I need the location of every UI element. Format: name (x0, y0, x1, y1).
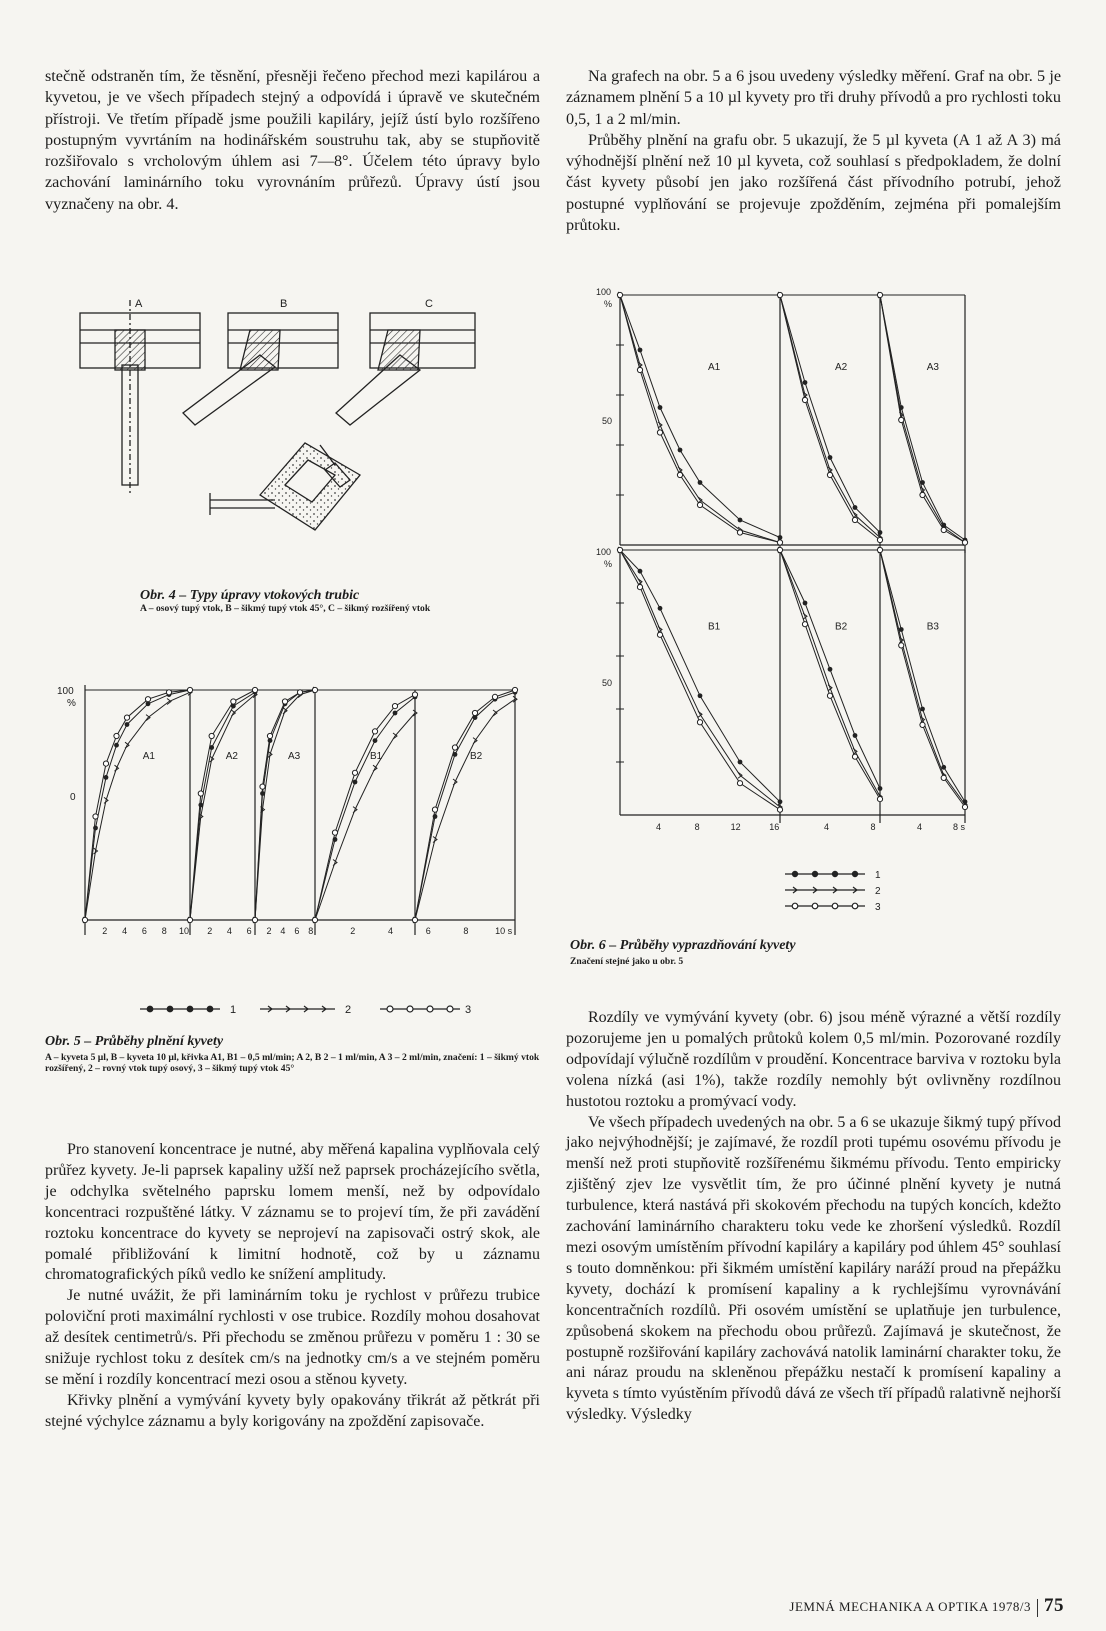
fig6-panel-a3 (877, 292, 967, 546)
fig5-title: Obr. 5 – Průběhy plnění kyvety (45, 1034, 224, 1049)
fig4-label-a: A (135, 298, 143, 310)
fig6-a2-s3-point-4 (877, 537, 882, 542)
fig5-a1-s3-point-4 (124, 715, 129, 720)
fig6-b3-s1-point-2 (920, 707, 925, 712)
fig5-panel-label-a2: A2 (225, 751, 238, 762)
fig5-xtick-0-4: 10 (179, 926, 190, 936)
right-bottom-text (566, 1008, 1061, 1426)
fig5-a1-s3-point-2 (103, 761, 108, 766)
fig6-a3-s3-point-0 (877, 292, 882, 297)
fig5-xtick-2-2: 6 (294, 926, 300, 936)
fig6-b2-s1-point-1 (803, 601, 808, 606)
fig6-b1-s1-point-2 (658, 606, 663, 611)
fig6-b3-s3-point-2 (920, 722, 925, 727)
fig5-b2-series-2-line (415, 699, 515, 920)
fig6-b1-s3-point-5 (777, 807, 782, 812)
fig6-ylabel-bottom: % (604, 559, 613, 569)
fig5-xtick-1-0: 2 (207, 926, 213, 936)
fig5-panel-b2 (412, 687, 517, 923)
right-top-text: Na grafech na obr. 5 a 6 jsou uvedeny výsledky měření. Graf na obr. 5 je záznamem plnění 5 a 10 µl kyvety pro tři druhy přívodů a pro rychlosti toku 0,5, 1 a 2 ml/min. Průběhy plnění na grafu obr. 5 ukazují, že 5 µl kyveta (A 1 až A 3) má výhodnější plnění než 10 µl kyveta, což souhlasí s předpokladem, že dolní část kyvety působí jen jako rozšířená část přívodního potrubí, jehož postupné vyplňování se projevuje zpožděním, zejména při pomalejším průtoku. (566, 67, 1061, 235)
fig6-ytick-100-top: 100 (596, 287, 612, 297)
fig5-xtick-1-1: 4 (226, 926, 232, 936)
fig6-b1-series-3-line (620, 550, 780, 810)
fig6-xtick-0-1: 8 (694, 822, 700, 832)
fig6-b1-s3-point-3 (697, 720, 702, 725)
fig6-ytick-100-bottom: 100 (596, 547, 612, 557)
fig6-chart (596, 287, 1020, 855)
fig6-a1-s3-point-5 (737, 530, 742, 535)
fig6-b2-s3-point-1 (802, 622, 807, 627)
fig6-legend-2: 2 (875, 886, 881, 897)
journal-name: JEMNÁ MECHANIKA A OPTIKA 1978/3 (789, 1599, 1031, 1614)
fig6-panel-label-a3: A3 (926, 362, 939, 373)
fig5-a3-s3-point-5 (312, 687, 317, 692)
fig5-a3-s3-point-2 (267, 733, 272, 738)
fig5-a3-series-2-line (255, 690, 315, 920)
fig6-b3-series-3-line (880, 550, 965, 807)
fig6-panel-label-b2: B2 (835, 621, 848, 633)
fig4-drawing (60, 295, 550, 585)
fig5-a1-s3-point-5 (145, 697, 150, 702)
fig6-ytick-50-top: 50 (602, 416, 613, 426)
page-number: 75 (1044, 1595, 1064, 1616)
left-bottom-text (45, 1140, 540, 1433)
fig6-xtick-0-0: 4 (656, 822, 662, 832)
fig5-a2-series-3-line (190, 690, 255, 920)
fig5-xtick-1-2: 6 (246, 926, 252, 936)
fig6-b1-s3-point-1 (637, 585, 642, 590)
fig6-b2-s1-point-4 (878, 786, 883, 791)
fig5-a1-s3-point-7 (187, 687, 192, 692)
fig6-panel-label-b1: B1 (708, 621, 721, 633)
fig5-b1-s1-point-4 (393, 711, 398, 716)
fig6-a3-s3-point-4 (962, 540, 967, 545)
fig5-xtick-3-2: 6 (425, 926, 431, 936)
fig6-a2-s3-point-0 (777, 292, 782, 297)
fig6-a1-s3-point-0 (617, 292, 622, 297)
fig6-a3-s3-point-2 (920, 492, 925, 497)
fig5-b1-s1-point-2 (353, 780, 358, 785)
fig5-xtick-2-0: 2 (266, 926, 272, 936)
fig6-b3-s3-point-3 (941, 775, 946, 780)
fig6-xtick-1-0: 4 (824, 822, 830, 832)
page-footer (789, 1595, 1064, 1617)
fig5-xtick-3-4: 10 s (495, 926, 513, 936)
fig5-a1-s3-point-3 (114, 733, 119, 738)
fig6-xtick-2-0: 4 (917, 822, 923, 832)
fig6-a1-s3-point-2 (657, 430, 662, 435)
fig6-a3-s3-point-1 (899, 417, 904, 422)
fig5-b1-s3-point-1 (332, 830, 337, 835)
fig4-title: Obr. 4 – Typy úpravy vtokových trubic (140, 588, 360, 603)
fig5-panel-label-b2: B2 (470, 751, 483, 762)
fig5-xtick-0-0: 2 (102, 926, 108, 936)
fig6-panel-label-a2: A2 (835, 362, 848, 373)
fig5-chart (45, 670, 535, 970)
fig5-xtick-3-1: 4 (387, 926, 393, 936)
fig6-title: Obr. 6 – Průběhy vyprazdňování kyvety (570, 938, 796, 953)
fig6-b3-s3-point-1 (899, 643, 904, 648)
fig6-a3-series-3-line (880, 295, 965, 543)
fig6-panel-label-a1: A1 (708, 362, 721, 373)
fig6-ylabel-top: % (604, 299, 613, 309)
fig5-a3-s3-point-1 (260, 784, 265, 789)
fig5-a3-s3-point-0 (252, 917, 257, 922)
fig5-panel-label-a3: A3 (288, 751, 301, 762)
fig6-a1-s3-point-6 (777, 540, 782, 545)
fig5-xtick-0-3: 8 (161, 926, 167, 936)
fig4-desc: A – osový tupý vtok, B – šikmý tupý vtok 45°, C – šikmý rozšířený vtok (140, 603, 431, 614)
fig5-legend-1: 1 (230, 1004, 237, 1016)
fig5-b2-s3-point-2 (452, 745, 457, 750)
fig5-desc: A – kyveta 5 µl, B – kyveta 10 µl, křivka A1, B1 – 0,5 ml/min; A 2, B 2 – 1 ml/min, A 3 – 2 ml/min, značení: 1 – šikmý vtok rozšířený, 2 – rovný vtok tupý osový, 3 – šikmý tupý vtok 45° (45, 1052, 540, 1074)
fig6-b1-series-1-line (620, 550, 780, 802)
fig5-a2-s3-point-4 (252, 687, 257, 692)
fig5-panel-a3 (252, 687, 317, 923)
fig5-panel-b1 (312, 692, 417, 923)
fig5-a3-series-1-line (255, 690, 315, 920)
fig5-legend-2: 2 (345, 1004, 352, 1016)
fig5-xtick-0-1: 4 (122, 926, 128, 936)
fig5-a1-s3-point-0 (82, 917, 87, 922)
fig6-a2-s1-point-3 (853, 505, 858, 510)
fig6-panel-a2 (777, 292, 882, 543)
fig6-xtick-0-2: 12 (730, 822, 741, 832)
fig6-a2-s1-point-1 (803, 380, 808, 385)
fig6-a2-s3-point-1 (802, 397, 807, 402)
fig5-b1-series-3-line (315, 695, 415, 920)
fig6-b1-series-2-line (620, 550, 780, 807)
fig5-ytick-0: 0 (70, 792, 76, 803)
fig6-b2-series-3-line (780, 550, 880, 799)
fig6-b3-s1-point-3 (941, 765, 946, 770)
fig6-b3-s3-point-4 (962, 804, 967, 809)
fig6-b3-series-1-line (880, 550, 965, 802)
left-bottom-p3: Křivky plnění a vymývání kyvety byly opakovány třikrát až pětkrát při stejné výchylce záznamu a byly korigovány na zpoždění zapisovače. (45, 1391, 540, 1430)
fig6-panel-b3 (877, 547, 967, 810)
fig5-xtick-3-0: 2 (350, 926, 356, 936)
fig5-a1-s3-point-6 (166, 690, 171, 695)
fig5-b2-s3-point-1 (432, 807, 437, 812)
fig6-panel-label-b3: B3 (926, 621, 939, 633)
fig5-b2-s3-point-3 (472, 710, 477, 715)
fig5-a1-s1-point-3 (114, 743, 119, 748)
fig5-b2-s3-point-4 (492, 694, 497, 699)
right-bottom-p1: Rozdíly ve vymývání kyvety (obr. 6) jsou méně výrazné a větší rozdíly pozorujeme jen u pomalých průtoků kolem 0,5 ml/min. Pozorované rozdíly odpovídají výlučně rozdílům v proudění. Koncentrace barviva v roztoku byla volena nízká (asi 1%), takže rozdíly nemohly být ovlivněny rozdílnou hustotou roztoku a promývací vody. (566, 1009, 1061, 1110)
fig5-b1-s3-point-3 (372, 729, 377, 734)
fig6-b2-s3-point-2 (827, 693, 832, 698)
fig5-a1-series-1-line (85, 690, 190, 920)
fig6-b1-s3-point-4 (737, 781, 742, 786)
fig6-b1-s1-point-4 (738, 760, 743, 765)
fig6-a1-s3-point-4 (697, 502, 702, 507)
fig6-legend-1: 1 (875, 870, 881, 881)
fig5-b1-s3-point-0 (312, 917, 317, 922)
fig5-legend (140, 1000, 480, 1020)
left-bottom-p2: Je nutné uvážit, že při laminárním toku je rychlost v průřezu trubice poloviční proti maximální rychlosti v ose trubice. Rozdíly mohou dosahovat až desítek centimetrů/s. Při přechodu se změnou průřezu v poměru 1 : 30 se snižuje rychlost toku z desítek cm/s na jednotky cm/s a ve stejném poměru se mění i rozdíly koncentrací mezi osou a stěnou kyvety. (45, 1287, 540, 1388)
fig6-b2-s1-point-2 (828, 667, 833, 672)
fig5-xtick-3-3: 8 (463, 926, 469, 936)
fig5-panel-label-a1: A1 (142, 751, 155, 762)
fig6-b2-s3-point-4 (877, 797, 882, 802)
fig5-panel-a2 (187, 687, 257, 923)
fig6-panel-a1 (617, 292, 782, 546)
fig6-a1-s1-point-1 (638, 348, 643, 353)
fig6-a2-series-2-line (780, 295, 880, 538)
left-bottom-p1: Pro stanovení koncentrace je nutné, aby měřená kapalina vyplňovala celý průřez kyvety. Je-li paprsek kapaliny užší než paprsek procházejícího světla, je odchylka světelného paprsku lomem menší, než by odpovídalo koncentraci rozpuštěné látky. V záznamu se to projeví tím, že při zavádění roztoku koncentrace do kyvety se neprojeví na zapisovači ostrý skok, ale pomalé přibližování k limitní hodnotě, což by u záznamu chromatografických píků vedlo ke snížení amplitudy. (45, 1141, 540, 1284)
fig5-b1-s3-point-2 (352, 770, 357, 775)
fig5-b2-series-3-line (415, 690, 515, 920)
fig4-label-b: B (280, 298, 288, 310)
fig5-a3-s3-point-3 (282, 699, 287, 704)
fig6-a3-series-2-line (880, 295, 965, 543)
fig6-panel-b1 (617, 547, 782, 812)
fig5-a2-s3-point-1 (198, 791, 203, 796)
fig6-xtick-1-1: 8 (870, 822, 876, 832)
fig5-a3-series-3-line (255, 690, 315, 920)
fig6-b2-s1-point-3 (853, 733, 858, 738)
fig5-legend-3: 3 (465, 1004, 472, 1016)
fig6-b2-series-2-line (780, 550, 880, 796)
fig6-b1-s1-point-5 (778, 799, 783, 804)
fig6-a1-s1-point-5 (738, 518, 743, 523)
fig6-b3-s3-point-0 (877, 547, 882, 552)
fig5-b2-series-1-line (415, 692, 515, 920)
fig6-b2-s3-point-3 (852, 754, 857, 759)
fig5-ylabel: % (67, 698, 76, 709)
fig5-b1-series-2-line (315, 713, 415, 920)
fig5-b1-s3-point-4 (392, 704, 397, 709)
fig6-a1-s3-point-3 (677, 472, 682, 477)
fig6-xtick-0-3: 16 (769, 822, 780, 832)
fig5-a2-s3-point-3 (231, 699, 236, 704)
fig6-b2-s3-point-0 (777, 547, 782, 552)
fig5-b1-s3-point-5 (412, 692, 417, 697)
fig6-b1-s3-point-2 (657, 632, 662, 637)
fig6-a2-series-3-line (780, 295, 880, 540)
fig6-b1-s3-point-0 (617, 547, 622, 552)
fig6-a2-series-1-line (780, 295, 880, 533)
fig5-a1-s1-point-4 (125, 722, 130, 727)
fig5-caption (45, 1034, 540, 1074)
fig5-a2-s3-point-2 (209, 733, 214, 738)
fig5-b1-s1-point-3 (373, 738, 378, 743)
fig6-panel-b2 (777, 547, 882, 802)
fig6-b1-s1-point-1 (638, 569, 643, 574)
fig6-a2-s3-point-2 (827, 472, 832, 477)
fig5-a1-series-2-line (85, 692, 190, 920)
fig5-xtick-2-3: 8 (308, 926, 314, 936)
fig6-a3-s3-point-3 (941, 527, 946, 532)
fig5-xtick-2-1: 4 (280, 926, 286, 936)
fig6-a1-s1-point-4 (698, 480, 703, 485)
fig5-b2-s3-point-5 (512, 687, 517, 692)
fig6-desc: Značení stejné jako u obr. 5 (570, 956, 684, 967)
fig6-xtick-2-1: 8 s (953, 822, 966, 832)
fig5-panel-a1 (82, 687, 192, 923)
fig5-a2-s3-point-0 (187, 917, 192, 922)
fig6-a1-s1-point-3 (678, 448, 683, 453)
fig6-a2-s3-point-3 (852, 517, 857, 522)
fig5-ytick-100: 100 (57, 686, 74, 697)
fig6-b1-s1-point-3 (698, 693, 703, 698)
left-top-text: stečně odstraněn tím, že těsnění, přesněji řečeno přechod mezi kapilárou a kyvetou, je ve všech případech stejný a odpovídá i úpravě ve skutečném přístroji. Ve třetím případě jsme použili kapiláry, jejíž ústí bylo rozšířeno postupným vyvrtáním na hodinářském soustruhu tak, aby se stupňovitě rozšiřovalo s vrcholovým úhlem asi 7—8°. Účelem této úpravy bylo zachování laminárního toku vyrovnáním průřezů. Úpravy ústí jsou vyznačeny na obr. 4. (45, 67, 540, 213)
fig6-ytick-50-bottom: 50 (602, 678, 613, 688)
fig4-caption (140, 588, 550, 614)
fig6-legend-3: 3 (875, 902, 881, 913)
fig6-legend (785, 868, 895, 918)
fig5-b2-s3-point-0 (412, 917, 417, 922)
fig6-caption (570, 938, 1020, 967)
right-bottom-p2: Ve všech případech uvedených na obr. 5 a 6 se ukazuje šikmý tupý přívod jako nejvýhodnější; je zajímavé, že rozdíl proti tupému osovému přívodu je menší než proti stupňovitě rozšířenému šikmému přívodu. Tento empiricky zjištěný zjev lze vysvětlit tím, že pro účinné plnění kyvety je nutná turbulence, která nastává při skokovém přechodu na tupých koncích, kdežto zachování laminárního charakteru toku vede ke zhoršení výsledků. Rozdíl mezi osovým umístěním přívodní kapiláry a kapiláry pod úhlem 45° souhlasí s touto domněnkou: při šikmém umístění kapiláry naráží proud na přepážku kyvety, dochází k promísení kapaliny a k rychlejšímu vyrovnávání koncentračních rozdílů. Při osovém umístění se uplatňuje jen turbulence, způsobená skokem na přechodu obou průřezů. Zajímavá je skutečnost, že postupně rozšiřování kapiláry zachovává natolik laminární charakter toku, že ani náraz proudu na skleněnou přepážku nestačí k promísení kapaliny a kyveta s tímto vyústěním přívodů dává ze všech tří případů ralativně nejhorší výsledky. Výsledky (566, 1113, 1061, 1424)
fig6-a2-s1-point-2 (828, 455, 833, 460)
fig5-a3-s3-point-4 (297, 690, 302, 695)
fig5-a1-s3-point-1 (93, 814, 98, 819)
fig5-panel-label-b1: B1 (370, 751, 383, 762)
fig5-xtick-0-2: 6 (141, 926, 147, 936)
fig6-a1-s3-point-1 (637, 367, 642, 372)
fig5-a1-s1-point-2 (104, 775, 109, 780)
fig4-label-c: C (425, 298, 433, 310)
fig6-a3-series-1-line (880, 295, 965, 540)
fig6-b3-series-2-line (880, 550, 965, 804)
fig6-a1-s1-point-2 (658, 405, 663, 410)
